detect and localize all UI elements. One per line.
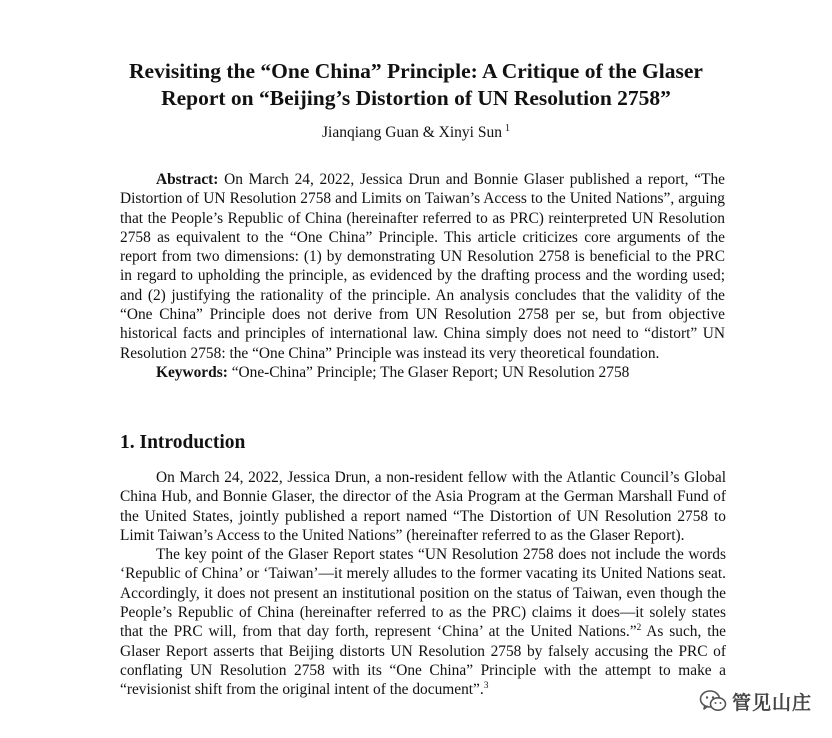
- authors: Jianqiang Guan & Xinyi Sun: [322, 124, 502, 141]
- abstract-text: On March 24, 2022, Jessica Drun and Bonnie Glaser published a report, “The Distortion of UN Resolution 2758 and Limits on Taiwan’s Access to the United Nations”, arguing that the People’s Republic of China (hereinafter referred to as PRC) reinterpreted UN Resolution 2758 as equivalent to the “One China” Principle. This article criticizes core arguments of the report from two dimensions: (1) by demonstrating UN Resolution 2758 is beneficial to the PRC in regard to upholding the principle, as evidenced by the drafting process and the wording used; and (2) justifying the rationality of the principle. An analysis concludes that the validity of the “One China” Principle does not derive from UN Resolution 2758 per se, but from objective historical facts and principles of international law. China simply does not need to “distort” UN Resolution 2758: the “One China” Principle was instead its very theoretical foundation.: [120, 171, 725, 362]
- title-line-2: Report on “Beijing’s Distortion of UN Resolution 2758”: [161, 86, 671, 110]
- keywords-text: “One-China” Principle; The Glaser Report; UN Resolution 2758: [231, 363, 630, 381]
- author-footnote-marker: 1: [504, 123, 510, 134]
- keywords-paragraph: [120, 363, 725, 382]
- abstract-block: [120, 170, 725, 382]
- intro-paragraph-2: [120, 545, 726, 699]
- title-line-1: Revisiting the “One China” Principle: A Critique of the Glaser: [129, 59, 703, 83]
- abstract-label: Abstract:: [156, 171, 219, 188]
- abstract-paragraph: [120, 170, 725, 363]
- introduction-body: [120, 468, 726, 700]
- intro-paragraph-2-text-a: The key point of the Glaser Report states “UN Resolution 2758 does not include the words ‘Republic of China’ or ‘Taiwan’—it merely alludes to the former vacating its United Nations seat. Accordingly, it does not present an institutional position on the status of Taiwan, even though the People’s Republic of China (hereinafter referred to as the PRC) claims it does—it solely states that the PRC will, from that day forth, represent ‘China’ at the United Nations.”: [120, 546, 726, 641]
- wechat-icon: [699, 689, 727, 713]
- footnote-marker-2: 2: [636, 623, 642, 634]
- keywords-label: Keywords:: [156, 363, 228, 381]
- section-heading: 1. Introduction: [120, 432, 246, 453]
- intro-paragraph-1: On March 24, 2022, Jessica Drun, a non-resident fellow with the Atlantic Council’s Global China Hub, and Bonnie Glaser, the director of the Asia Program at the German Marshall Fund of the United States, jointly published a report named “The Distortion of UN Resolution 2758 to Limit Taiwan’s Access to the United Nations” (hereinafter referred to as the Glaser Report).: [120, 469, 726, 544]
- footnote-marker-3: 3: [483, 681, 489, 692]
- author-line: [0, 120, 832, 142]
- watermark-text: 管见山庄: [731, 691, 812, 714]
- paper-title: [60, 58, 772, 112]
- watermark: [697, 688, 814, 714]
- intro-paragraph-2-text-b: As such, the Glaser Report asserts that Beijing distorts UN Resolution 2758 by falsely accusing the PRC of conflating UN Resolution 2758 with its “One China” Principle with the attempt to make a “revisionist shift from the original intent of the document”.: [120, 623, 726, 699]
